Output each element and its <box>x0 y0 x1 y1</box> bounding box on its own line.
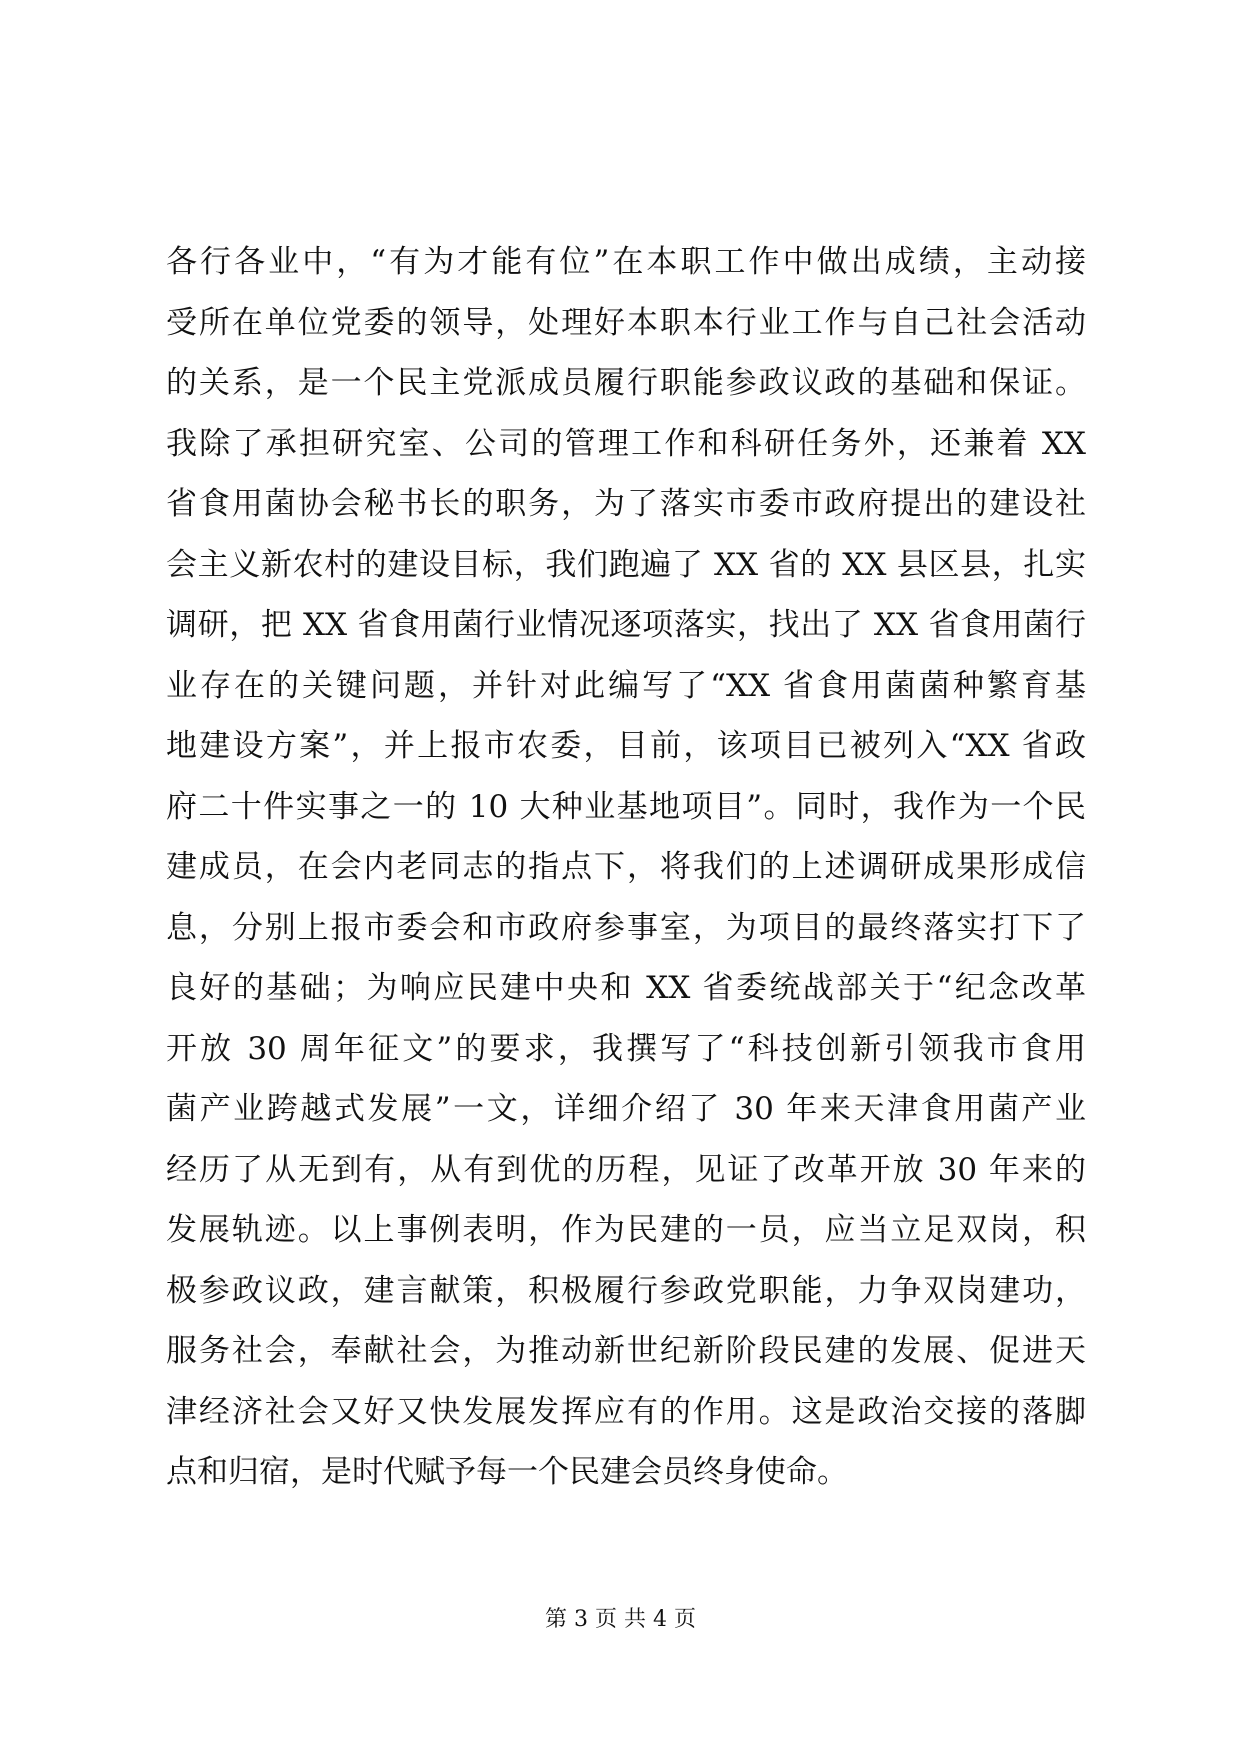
text-line: 经历了从无到有，从有到优的历程，见证了改革开放 30 年来的 <box>166 1151 1086 1188</box>
text-line: 点和归宿，是时代赋予每一个民建会员终身使命。 <box>166 1454 848 1490</box>
text-line: 地建设方案”，并上报市农委，目前，该项目已被列入“XX 省政 <box>166 728 1086 764</box>
body-paragraph <box>166 232 1086 1503</box>
text-line: 服务社会，奉献社会，为推动新世纪新阶段民建的发展、促进天 <box>166 1333 1086 1369</box>
text-line: 省食用菌协会秘书长的职务，为了落实市委市政府提出的建设社 <box>166 486 1086 522</box>
text-line: 极参政议政，建言献策，积极履行参政党职能，力争双岗建功， <box>166 1272 1086 1309</box>
text-line: 建成员，在会内老同志的指点下，将我们的上述调研成果形成信 <box>166 849 1086 885</box>
text-line: 受所在单位党委的领导，处理好本职本行业工作与自己社会活动 <box>166 304 1086 341</box>
text-line: 会主义新农村的建设目标，我们跑遍了 XX 省的 XX 县区县，扎实 <box>166 546 1086 583</box>
text-line: 菌产业跨越式发展”一文，详细介绍了 30 年来天津食用菌产业 <box>166 1091 1086 1127</box>
text-line: 业存在的关键问题，并针对此编写了“XX 省食用菌菌种繁育基 <box>166 667 1086 704</box>
text-line: 津经济社会又好又快发展发挥应有的作用。这是政治交接的落脚 <box>166 1393 1086 1430</box>
text-line: 各行各业中，“有为才能有位”在本职工作中做出成绩，主动接 <box>166 244 1086 280</box>
page-number-footer: 第 3 页 共 4 页 <box>545 1607 696 1632</box>
text-line: 开放 30 周年征文”的要求，我撰写了“科技创新引领我市食用 <box>166 1030 1086 1067</box>
text-line: 发展轨迹。以上事例表明，作为民建的一员，应当立足双岗，积 <box>166 1212 1086 1248</box>
text-line: 息，分别上报市委会和市政府参事室，为项目的最终落实打下了 <box>166 909 1086 946</box>
text-line: 调研，把 XX 省食用菌行业情况逐项落实，找出了 XX 省食用菌行 <box>166 607 1086 643</box>
text-line: 良好的基础；为响应民建中央和 XX 省委统战部关于“纪念改革 <box>166 970 1086 1006</box>
text-line: 府二十件实事之一的 10 大种业基地项目”。同时，我作为一个民 <box>166 788 1086 825</box>
text-line: 的关系，是一个民主党派成员履行职能参政议政的基础和保证。 <box>166 365 1086 401</box>
text-line: 我除了承担研究室、公司的管理工作和科研任务外，还兼着 XX <box>166 425 1086 462</box>
